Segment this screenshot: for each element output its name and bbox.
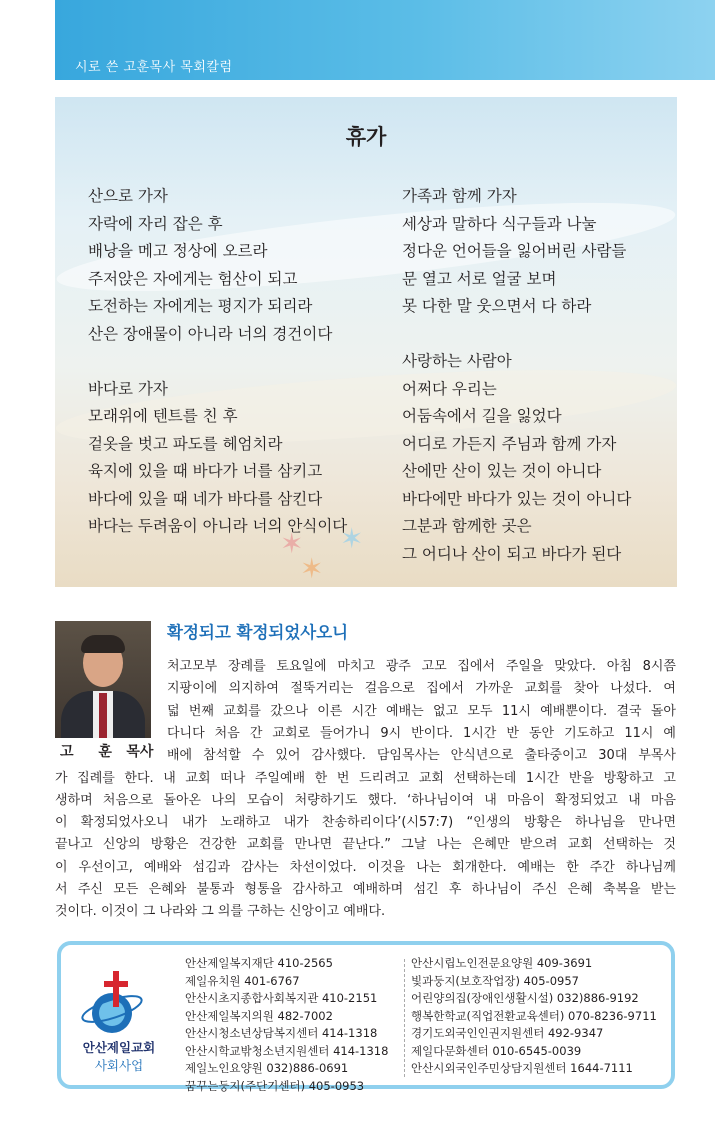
starfish-icon: ✶ xyxy=(280,527,304,560)
poem-line: 겉옷을 벗고 파도를 헤엄치라 xyxy=(88,434,283,453)
author-name: 고 훈 xyxy=(60,744,122,760)
contact-item: 경기도외국인인권지원센터 492-9347 xyxy=(411,1026,604,1040)
author-photo xyxy=(55,621,151,738)
contact-item: 안산제일복지의원 482-7002 xyxy=(185,1008,333,1023)
poem-line: 어쩌다 우리는 xyxy=(402,379,497,398)
poem-line: 육지에 있을 때 바다가 너를 삼키고 xyxy=(88,462,323,480)
poem-right-column xyxy=(402,183,631,568)
poem-title: 휴가 xyxy=(345,125,387,149)
contact-item: 제일노인요양원 032)886-0691 xyxy=(185,1061,349,1075)
poem-line: 도전하는 자에게는 평지가 되리라 xyxy=(88,297,313,315)
body-text-line: 서 주신 모든 은혜와 불통과 형통을 감사하고 예배하며 섬긴 후 하나님이 주신 은혜 축복을 받는 xyxy=(55,882,676,897)
poem-stanza xyxy=(402,183,631,321)
poem-line: 산은 장애물이 아니라 너의 경건이다 xyxy=(88,324,333,343)
poem-line: 바다에만 바다가 있는 것이 아니다 xyxy=(402,489,632,508)
church-subtitle: 사회사업 xyxy=(94,1058,144,1073)
body-text-line: 생하며 처음으로 돌아온 나의 모습이 처량하기도 했다. ‘하나님이여 내 마음이 확정되었고 내 마음 xyxy=(55,792,676,808)
contact-item: 안산시립노인전문요양원 409-3691 xyxy=(411,956,593,970)
contact-item: 제일다문화센터 010-6545-0039 xyxy=(411,1043,582,1058)
contact-item: 제일유치원 401-6767 xyxy=(185,973,300,988)
starfish-icon: ✶ xyxy=(300,552,324,585)
body-text-line: 가 집례를 한다. 내 교회 떠나 주일예배 한 번 드리려고 교회 선택하는데 1시간 반을 방황하고 고 xyxy=(55,770,676,786)
poem-left-column xyxy=(88,183,347,541)
body-text-line: 지팡이에 의지하여 절뚝거리는 걸음으로 집에서 가까운 교회를 찾아 나섰다. 여 xyxy=(167,681,676,697)
contact-item: 안산시청소년상담복지센터 414-1318 xyxy=(185,1026,378,1040)
poem-stanza xyxy=(88,376,347,541)
contact-item: 안산시학교밖청소년지원센터 414-1318 xyxy=(185,1043,389,1058)
footer-divider xyxy=(404,959,406,1077)
contact-item: 안산시초지종합사회복지관 410-2151 xyxy=(185,991,378,1005)
church-name: 안산제일교회 xyxy=(82,1040,156,1055)
poem-line: 그 어디나 산이 되고 바다가 된다 xyxy=(402,544,622,563)
poem-line: 바다로 가자 xyxy=(88,379,168,398)
author-photo-tie xyxy=(99,693,107,738)
poem-line: 배낭을 메고 정상에 오르라 xyxy=(88,242,268,260)
header-bar xyxy=(55,0,715,80)
author-title: 목사 xyxy=(126,744,154,760)
body-text-line: 이 우선이고, 예배와 섬김과 감사는 차선이었다. 이것을 나는 회개한다. 예배는 한 주간 하나님께 xyxy=(55,859,676,875)
footer-box xyxy=(57,941,675,1093)
column-title: 확정되고 확정되었사오니 xyxy=(167,623,349,642)
poem-line: 어디로 가든지 주님과 함께 가자 xyxy=(402,434,617,453)
contact-item: 꿈꾸는둥지(주단기센터) 405-0953 xyxy=(185,1078,365,1093)
contact-item: 행복한학교(직업전환교육센터) 070-8236-9711 xyxy=(411,1008,657,1023)
poem-line: 주저앉은 자에게는 험산이 되고 xyxy=(88,269,298,288)
poem-line: 바다에 있을 때 네가 바다를 삼킨다 xyxy=(88,489,323,508)
poem-line: 문 열고 서로 얼굴 보며 xyxy=(402,269,557,288)
contact-item: 어린양의집(장애인생활시설) 032)886-9192 xyxy=(411,991,639,1005)
poem-line: 모래위에 텐트를 친 후 xyxy=(88,407,238,425)
church-logo-icon xyxy=(79,969,149,1039)
contact-item: 빛과둥지(보호작업장) 405-0957 xyxy=(411,973,579,988)
contact-list-right xyxy=(411,955,657,1078)
poem-line: 못 다한 말 웃으면서 다 하라 xyxy=(402,297,592,315)
header-title: 시로 쓴 고훈목사 목회칼럼 xyxy=(75,60,233,75)
poem-line: 산에만 산이 있는 것이 아니다 xyxy=(402,462,602,480)
body-text-line: 처고모부 장례를 토요일에 마치고 광주 고모 집에서 주일을 맞았다. 아침 8시쯤 xyxy=(167,659,676,674)
poem-line: 정다운 언어들을 잃어버린 사람들 xyxy=(402,242,627,260)
poem-stanza xyxy=(88,183,347,348)
body-text-line: 끝나고 신앙의 방황은 건강한 교회를 만나면 끝난다.” 그날 나는 은혜만 받으려 교회 선택하는 것 xyxy=(55,837,676,853)
body-text-line: 덟 번째 교회를 갔으나 이른 시간 예배는 없고 모두 11시 예배뿐이다. 결국 돌아 xyxy=(167,703,676,719)
poem-line: 산으로 가자 xyxy=(88,187,168,205)
contact-item: 안산시외국인주민상담지원센터 1644-7111 xyxy=(411,1061,633,1075)
contact-list-left xyxy=(185,955,388,1095)
body-text-line: 것이다. 이것이 그 나라와 그 의를 구하는 신앙이고 예배다. xyxy=(55,904,386,920)
body-text-line: 배에 참석할 수 있어 감사했다. 담임목사는 안식년으로 출타중이고 30대 부목사 xyxy=(167,748,676,764)
poem-line: 가족과 함께 가자 xyxy=(402,187,517,205)
poem-box xyxy=(55,97,677,587)
starfish-icon: ✶ xyxy=(340,522,364,555)
poem-line: 그분과 함께한 곳은 xyxy=(402,517,532,535)
poem-line: 자락에 자리 잡은 후 xyxy=(88,214,223,233)
poem-line: 어둠속에서 길을 잃었다 xyxy=(402,407,562,425)
author-photo-hair xyxy=(81,635,125,653)
poem-stanza xyxy=(402,348,631,568)
poem-line: 세상과 말하다 식구들과 나눌 xyxy=(402,214,597,233)
poem-line: 바다는 두려움이 아니라 너의 안식이다 xyxy=(88,517,348,535)
author-caption xyxy=(60,741,153,761)
contact-item: 안산제일복지재단 410-2565 xyxy=(185,956,333,970)
body-text-line: 다니다 처음 간 교회로 들어가니 9시 반이다. 1시간 반 동안 기도하고 11시 예 xyxy=(167,725,676,741)
poem-line: 사랑하는 사람아 xyxy=(402,352,512,370)
body-text-line: 이 확정되었사오니 내가 노래하고 내가 찬송하리이다’(시57:7) “인생의 방황은 하나님을 만나면 xyxy=(55,815,676,831)
